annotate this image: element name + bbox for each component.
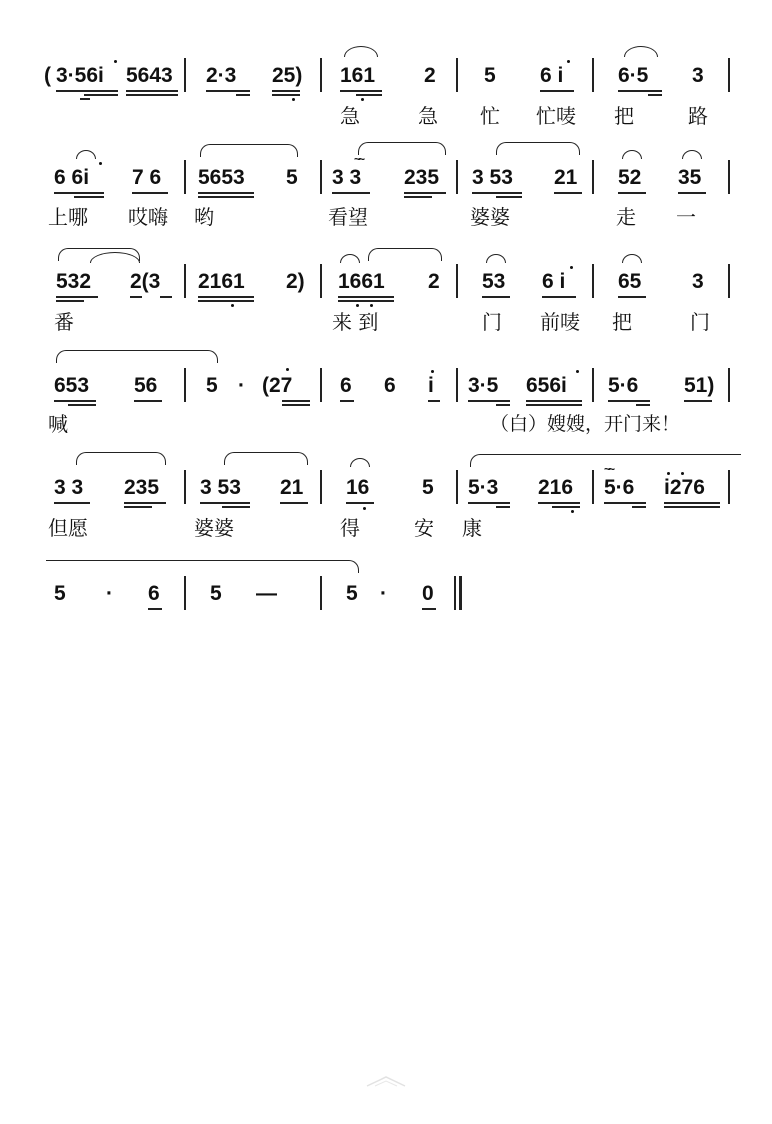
lyric: 上哪 <box>48 205 88 229</box>
lyric: 把 <box>612 310 632 334</box>
lyric: 喊 <box>48 412 68 436</box>
lyric: 婆婆 <box>470 205 510 229</box>
note-group: ( <box>44 64 51 87</box>
lyric: 路 <box>688 104 708 128</box>
lyric: 走 <box>616 205 636 229</box>
lyric: 哟 <box>194 205 214 229</box>
lyric: 急 <box>340 104 360 128</box>
note-group: 5643 <box>126 64 173 87</box>
note-group: 161 <box>340 64 376 87</box>
lyric: 急 <box>418 104 438 128</box>
note-group: 3·56i <box>56 64 104 87</box>
lyric: 康 <box>462 516 482 540</box>
footer-ornament-icon <box>365 1074 407 1088</box>
spoken-line: （白）嫂嫂，开门来！ <box>490 413 681 435</box>
jianpu-score: ( 3·56i 5643 2·3 25) 161 2 5 6 i 6·5 3 急 急 忙 忙唛 把 路 6 6i 7 6 5653 5 ~~ 3 3 235 3 53 21 52 35 上哪 哎嗨 哟 看望 婆婆 走 一 532 2(3 2161 2) 1661 2 53 6 i 65 3 番 来 到 门 前唛 把 门 653 56 5 · (27 6 6 i 3·5 656i 5·6 51) 喊 （白）嫂嫂，开门来！ 3 3 235 3 53 21 16 5 5·3 216 ~~ 5·6 i276 但愿 婆婆 得 安 康 5 · 6 5 — 5 · 0 <box>0 0 772 1124</box>
lyric: 哎嗨 <box>128 205 168 229</box>
lyric: 门 <box>482 310 502 334</box>
lyric: 番 <box>54 310 74 334</box>
lyric: 门 <box>690 310 710 334</box>
lyric: 得 <box>340 516 360 540</box>
lyric: 来 到 <box>332 310 379 334</box>
lyric: 婆婆 <box>194 516 234 540</box>
lyric: 忙 <box>480 104 500 128</box>
note-group: 25) <box>272 64 303 87</box>
lyric: 前唛 <box>540 310 580 334</box>
lyric: 把 <box>614 104 634 128</box>
lyric: 忙唛 <box>536 104 576 128</box>
lyric: 安 <box>414 516 434 540</box>
note-group: 2·3 <box>206 64 237 87</box>
lyric: 一 <box>676 205 696 229</box>
lyric: 但愿 <box>48 516 88 540</box>
lyric: 看望 <box>328 205 368 229</box>
